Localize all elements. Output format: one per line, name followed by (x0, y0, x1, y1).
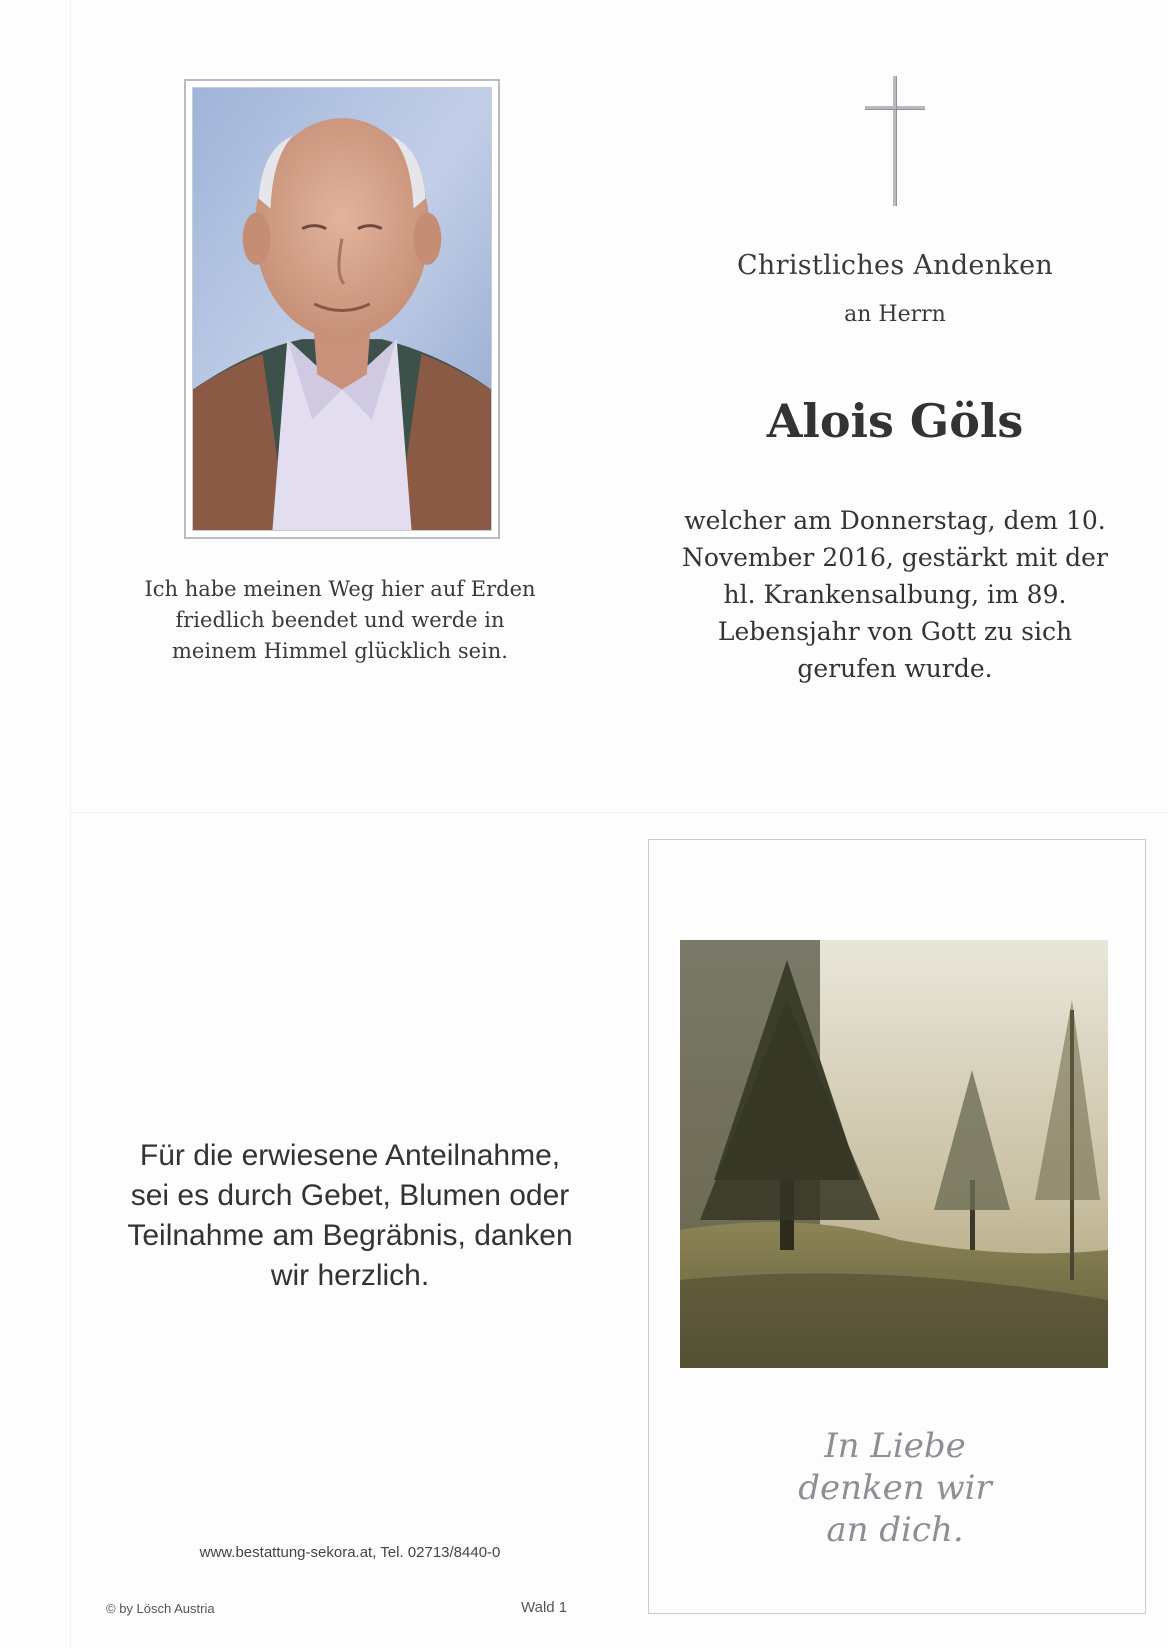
script-line-1: In Liebe (824, 1426, 966, 1466)
salutation: an Herrn (844, 302, 946, 327)
thanks-message: Für die erwiesene Anteilnahme, sei es durch Gebet, Blumen oder Teilnahme am Begräbnis, danken wir herzlich. (127, 1139, 573, 1292)
fold-line-horizontal (70, 812, 1168, 813)
script-line-3: an dich. (826, 1510, 964, 1550)
card-model-label: Wald 1 (521, 1599, 568, 1616)
death-notice: welcher am Donnerstag, dem 10. November 2016, gestärkt mit der hl. Krankensalbung, im 89. Lebensjahr von Gott zu sich gerufen wurde. (682, 506, 1108, 683)
portrait-photo (192, 87, 492, 531)
forest-landscape-image (680, 940, 1108, 1368)
cross-icon (855, 76, 935, 206)
fold-line-vertical (70, 0, 71, 1648)
memorial-intro: Christliches Andenken (736, 250, 1054, 281)
portrait-photo-frame (184, 79, 500, 539)
script-line-2: denken wir (798, 1468, 992, 1508)
copyright-note: © by Lösch Austria (106, 1601, 215, 1616)
deceased-name: Alois Göls (766, 394, 1024, 448)
funeral-home-contact: www.bestattung-sekora.at, Tel. 02713/8440-0 (199, 1544, 501, 1561)
in-loving-memory-text (760, 1425, 1030, 1551)
memorial-quote: Ich habe meinen Weg hier auf Erden friedlich beendet und werde in meinem Himmel glücklich sein. (144, 577, 536, 663)
